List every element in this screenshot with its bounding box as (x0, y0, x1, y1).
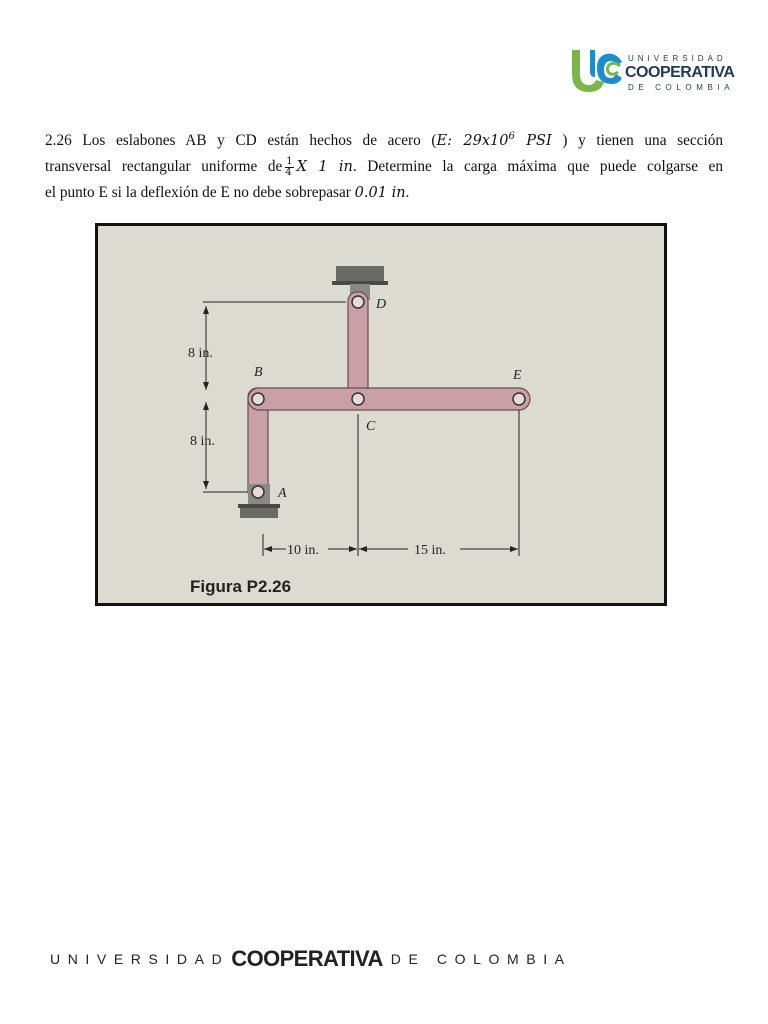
logo-line-universidad: UNIVERSIDAD (628, 54, 727, 63)
problem-line-2: transversal rectangular uniforme de $\frac{1}{4}$ X 1 in. Determine la carga máxima que puede colgarse en (45, 155, 723, 178)
uc-logo-icon (568, 44, 624, 100)
section-dimension: X 1 in (296, 158, 353, 175)
footer-cooperativa: COOPERATIVA (231, 946, 383, 971)
problem-line-1: 2.26 Los eslabones AB y CD están hechos de acero (E: $29x10^6$ PSI ) y tienen una sección (45, 131, 724, 149)
beam-be (248, 388, 530, 410)
logo-line-cooperativa: COOPERATIVA (625, 64, 735, 81)
logo-line-de-colombia: DE COLOMBIA (628, 83, 735, 92)
fraction-one-quarter: $\frac{1}{4}$ (285, 155, 293, 178)
pin-e (513, 393, 525, 405)
footer-brand (50, 946, 572, 976)
dim-15in: 15 in. (414, 543, 446, 558)
label-e: E (513, 368, 522, 383)
figure-caption: Figura P2.26 (190, 577, 292, 596)
problem-line-3: el punto E si la deflexión de E no debe sobrepasar 0.01 in. (45, 183, 410, 201)
pin-a (252, 486, 264, 498)
label-b: B (254, 365, 263, 380)
footer-universidad: UNIVERSIDAD (50, 951, 230, 967)
modulus-value: E: $29x10^6$ PSI (436, 131, 552, 149)
label-a: A (278, 486, 287, 501)
deflection-limit: 0.01 in (354, 184, 406, 201)
support-d (336, 266, 384, 282)
dim-8in-lower: 8 in. (190, 434, 215, 449)
dim-10in: 10 in. (287, 543, 319, 558)
footer-de-colombia: DE COLOMBIA (390, 951, 572, 967)
dim-8in-upper: 8 in. (188, 346, 213, 361)
link-cd (348, 292, 368, 404)
university-logo (568, 44, 738, 100)
label-d: D (376, 297, 387, 312)
pin-c (352, 393, 364, 405)
figure-p2-26 (95, 223, 667, 606)
support-a (238, 504, 280, 508)
problem-statement (45, 124, 723, 206)
pin-b (252, 393, 264, 405)
linkage-diagram (98, 226, 664, 603)
label-c: C (366, 419, 376, 434)
pin-d (352, 296, 364, 308)
